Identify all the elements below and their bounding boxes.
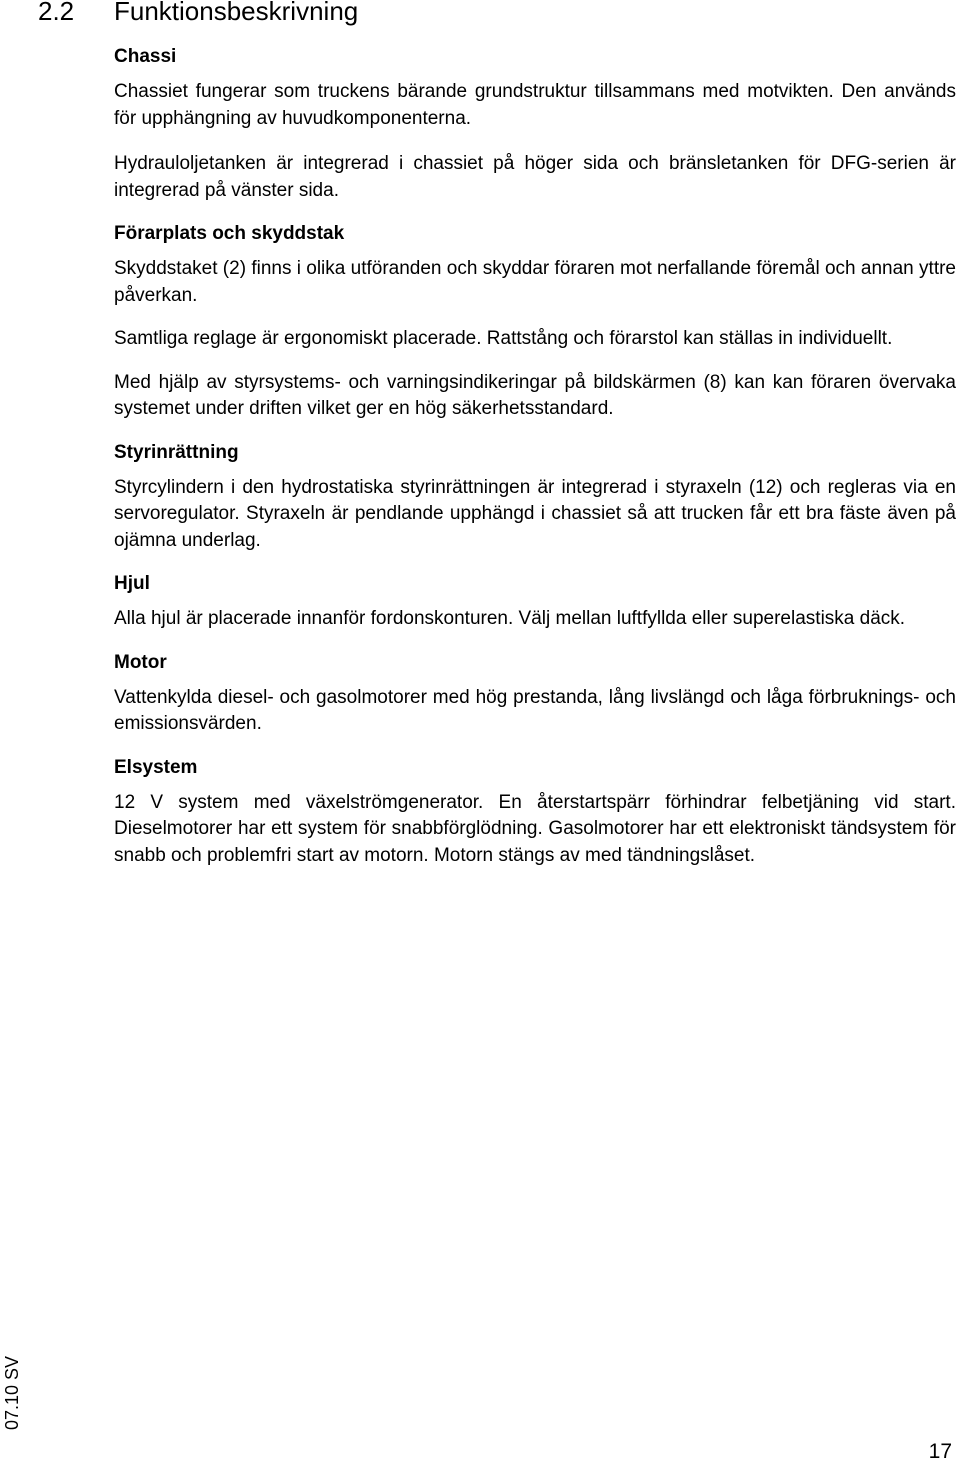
paragraph-motor-1: Vattenkylda diesel- och gasolmotorer med hög prestanda, lång livslängd och låga förbruknings- och emissionsvärden. — [114, 686, 956, 734]
subsection-title-elsystem: Elsystem — [114, 756, 198, 778]
document-code: 07.10 SV — [2, 1355, 22, 1430]
subsection-title-chassi: Chassi — [114, 46, 177, 67]
section-number: 2.2 — [38, 0, 75, 26]
paragraph-forarplats-2: Samtliga reglage är ergonomiskt placerade. Rattstång och förarstol kan ställas in individuellt. — [114, 328, 893, 349]
paragraph-elsystem-1: 12 V system med växelströmgenerator. En återstartspärr förhindrar felbetjäning vid start. Dieselmotorer har ett system för snabbförglödning. Gasolmotorer har ett elektroniskt tändsystem för snabb och problemfri start av motorn. Motorn stängs av med tändningslåset. — [114, 791, 956, 866]
document-body — [114, 44, 956, 869]
paragraph-forarplats-3: Med hjälp av styrsystems- och varningsindikeringar på bildskärmen (8) kan kan föraren övervaka systemet under driften vilket ger en hög säkerhetsstandard. — [114, 371, 956, 419]
subsection-title-hjul: Hjul — [114, 573, 150, 594]
subsection-title-styrinrattning: Styrinrättning — [114, 441, 239, 463]
subsection-title-motor: Motor — [114, 651, 167, 673]
section-heading — [38, 0, 358, 27]
paragraph-chassi-2: Hydrauloljetanken är integrerad i chassiet på höger sida och bränsletanken för DFG-serien är integrerad på vänster sida. — [114, 153, 956, 201]
paragraph-chassi-1: Chassiet fungerar som truckens bärande grundstruktur tillsammans med motvikten. Den används för upphängning av huvudkomponenterna. — [114, 81, 956, 129]
paragraph-styrinrattning-1: Styrcylindern i den hydrostatiska styrinrättningen är integrerad i styraxeln (12) och regleras via en servoregulator. Styraxeln är pendlande upphängd i chassiet så att trucken får ett bra fäste även på ojämna underlag. — [114, 476, 956, 551]
paragraph-hjul-1: Alla hjul är placerade innanför fordonskonturen. Välj mellan luftfyllda eller superelastiska däck. — [114, 608, 906, 629]
page-number: 17 — [928, 1440, 952, 1463]
subsection-title-forarplats: Förarplats och skyddstak — [114, 223, 345, 244]
section-title: Funktionsbeskrivning — [114, 0, 359, 26]
paragraph-forarplats-1: Skyddstaket (2) finns i olika utföranden och skyddar föraren mot nerfallande föremål och annan yttre påverkan. — [114, 258, 956, 306]
